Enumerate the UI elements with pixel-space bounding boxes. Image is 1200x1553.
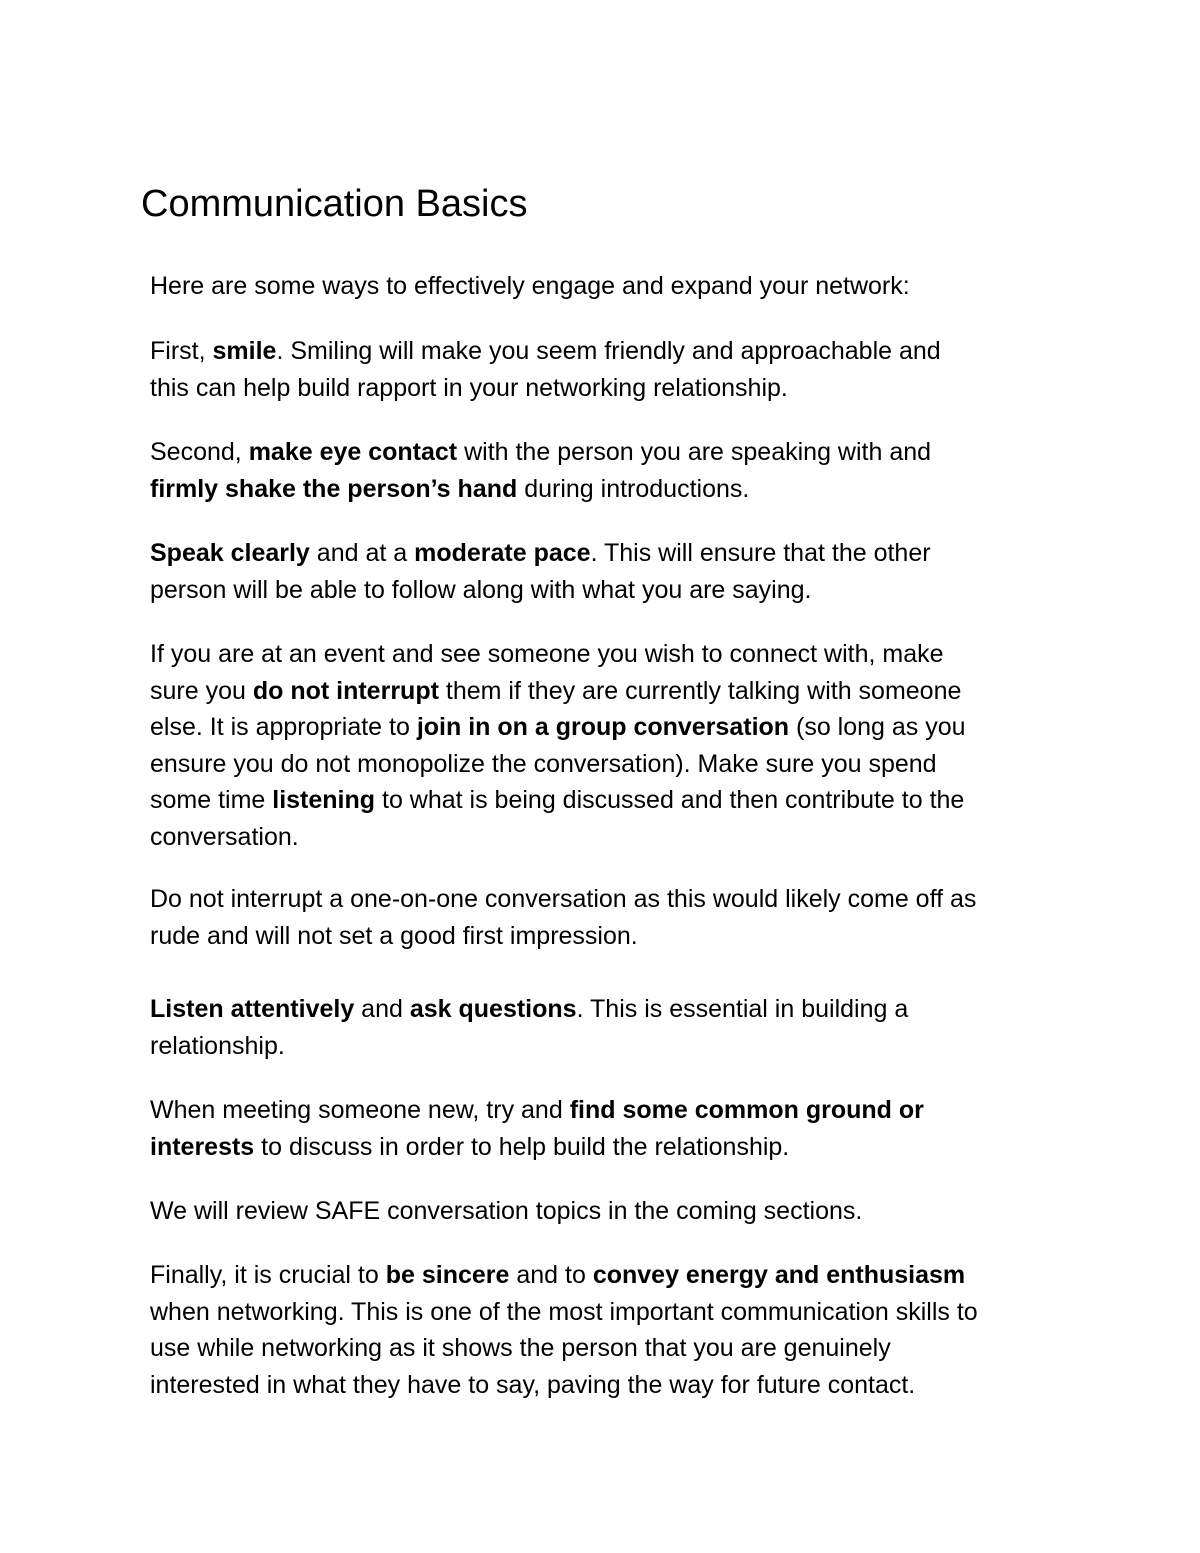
page-title: Communication Basics bbox=[141, 183, 528, 225]
sincere-paragraph-line-3: use while networking as it shows the person that you are genuinely bbox=[150, 1334, 891, 1362]
eye-contact-paragraph-line-2: firmly shake the person’s hand during introductions. bbox=[150, 474, 750, 503]
smile-emphasis: smile bbox=[212, 337, 277, 365]
listening-emphasis: listening bbox=[272, 786, 376, 814]
listen-paragraph bbox=[150, 991, 908, 1064]
smile-paragraph bbox=[150, 333, 941, 406]
speak-clearly-paragraph-line-2: person will be able to follow along with what you are saying. bbox=[150, 575, 812, 604]
eye-contact-paragraph bbox=[150, 434, 931, 507]
speak-clearly-emphasis: Speak clearly bbox=[150, 539, 310, 567]
interests-emphasis: interests bbox=[150, 1132, 255, 1161]
speak-clearly-paragraph-line-1: Speak clearly and at a moderate pace. This will ensure that the other bbox=[150, 539, 931, 567]
energy-enthusiasm-emphasis: convey energy and enthusiasm bbox=[592, 1261, 966, 1289]
safe-topics-paragraph: We will review SAFE conversation topics in the coming sections. bbox=[150, 1197, 863, 1225]
one-on-one-paragraph bbox=[150, 881, 976, 954]
group-conversation-emphasis: join in on a group conversation bbox=[416, 713, 790, 741]
ask-questions-emphasis: ask questions bbox=[409, 995, 577, 1023]
common-ground-emphasis: find some common ground or bbox=[569, 1096, 924, 1124]
event-paragraph-line-1: If you are at an event and see someone you wish to connect with, make bbox=[150, 640, 944, 668]
one-on-one-paragraph-line-2: rude and will not set a good first impression. bbox=[150, 921, 638, 950]
handshake-emphasis: firmly shake the person’s hand bbox=[150, 474, 518, 503]
common-ground-paragraph bbox=[150, 1092, 924, 1165]
event-paragraph bbox=[150, 636, 966, 855]
event-paragraph-line-6: conversation. bbox=[150, 822, 299, 851]
smile-paragraph-line-2: this can help build rapport in your networking relationship. bbox=[150, 373, 788, 402]
listen-attentively-emphasis: Listen attentively bbox=[150, 995, 355, 1023]
be-sincere-emphasis: be sincere bbox=[385, 1261, 510, 1289]
speak-clearly-paragraph bbox=[150, 535, 931, 608]
common-ground-paragraph-line-1: When meeting someone new, try and find some common ground or bbox=[150, 1096, 924, 1124]
event-paragraph-line-4: ensure you do not monopolize the conversation). Make sure you spend bbox=[150, 749, 937, 778]
eye-contact-paragraph-line-1: Second, make eye contact with the person you are speaking with and bbox=[150, 438, 932, 466]
sincere-paragraph bbox=[150, 1257, 978, 1403]
event-paragraph-line-3: else. It is appropriate to join in on a group conversation (so long as you bbox=[150, 713, 966, 741]
eye-contact-emphasis: make eye contact bbox=[248, 438, 458, 466]
moderate-pace-emphasis: moderate pace bbox=[414, 539, 591, 567]
smile-paragraph-line-1: First, smile. Smiling will make you seem friendly and approachable and bbox=[150, 337, 941, 365]
sincere-paragraph-line-1: Finally, it is crucial to be sincere and to convey energy and enthusiasm bbox=[150, 1261, 966, 1289]
sincere-paragraph-line-2: when networking. This is one of the most important communication skills to bbox=[150, 1297, 978, 1326]
common-ground-paragraph-line-2: interests to discuss in order to help build the relationship. bbox=[150, 1132, 790, 1161]
intro-paragraph: Here are some ways to effectively engage and expand your network: bbox=[150, 272, 910, 300]
do-not-interrupt-emphasis: do not interrupt bbox=[252, 676, 439, 705]
event-paragraph-line-2: sure you do not interrupt them if they are currently talking with someone bbox=[150, 676, 962, 705]
event-paragraph-line-5: some time listening to what is being discussed and then contribute to the bbox=[150, 786, 965, 814]
sincere-paragraph-line-4: interested in what they have to say, paving the way for future contact. bbox=[150, 1370, 916, 1399]
one-on-one-paragraph-line-1: Do not interrupt a one-on-one conversation as this would likely come off as bbox=[150, 885, 977, 913]
listen-paragraph-line-1: Listen attentively and ask questions. This is essential in building a bbox=[150, 995, 909, 1023]
listen-paragraph-line-2: relationship. bbox=[150, 1031, 285, 1060]
